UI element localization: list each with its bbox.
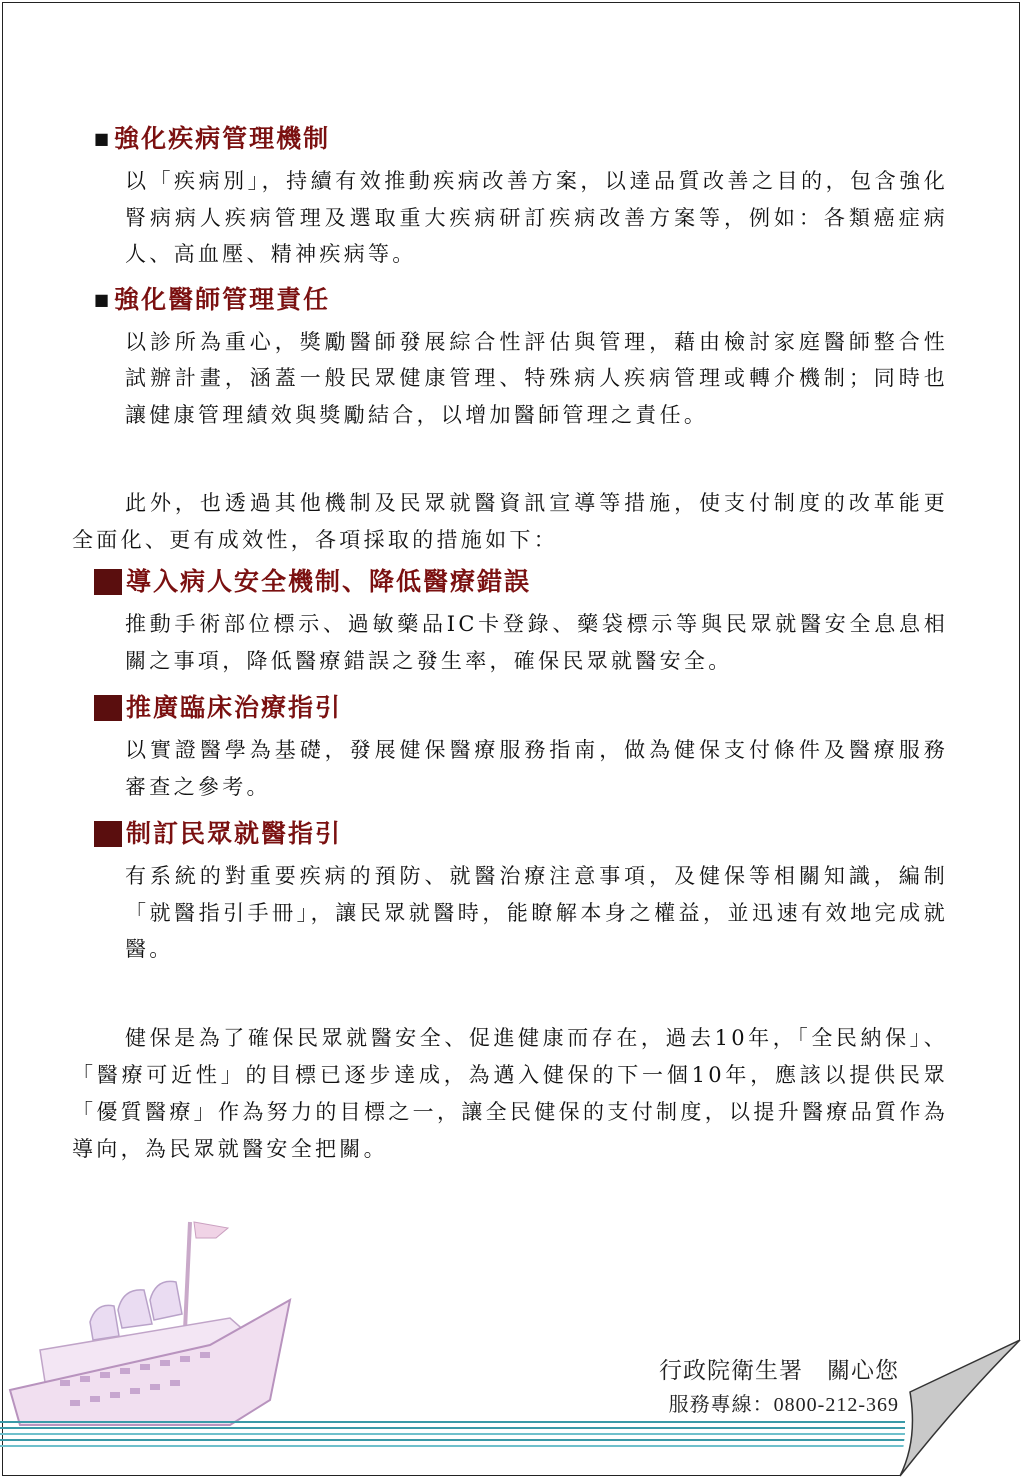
section-body: 以「疾病別」，持續有效推動疾病改善方案，以達品質改善之目的，包含強化腎病病人疾病管理及選取重大疾病研訂疾病改善方案等，例如：各類癌症病人、高血壓、精神疾病等。 (125, 169, 948, 266)
intro-paragraph: 此外，也透過其他機制及民眾就醫資訊宣導等措施，使支付制度的改革能更全面化、更有成效性，各項採取的措施如下： (72, 491, 948, 552)
footer-agency: 行政院衛生署 關心您 (659, 1358, 899, 1383)
footer-hotline: 服務專線：0800-212-369 (668, 1394, 899, 1416)
section-body: 以實證醫學為基礎，發展健保醫療服務指南，做為健保支付條件及醫療服務審查之參考。 (125, 738, 948, 799)
section-title: 強化疾病管理機制 (114, 124, 331, 153)
section-title: 制訂民眾就醫指引 (126, 819, 343, 848)
square-bullet-icon: ■ (94, 129, 112, 148)
section-body: 以診所為重心，獎勵醫師發展綜合性評估與管理，藉由檢討家庭醫師整合性試辦計畫，涵蓋一般民眾健康管理、特殊病人疾病管理或轉介機制；同時也讓健康管理績效與獎勵結合，以增加醫師管理之責任。 (125, 329, 948, 427)
section-body: 推動手術部位標示、過敏藥品IC卡登錄、藥袋標示等與民眾就醫安全息息相關之事項，降低醫療錯誤之發生率，確保民眾就醫安全。 (125, 612, 948, 673)
closing-paragraph: 健保是為了確保民眾就醫安全、促進健康而存在，過去10年，「全民納保」、「醫療可近性」的目標已逐步達成，為邁入健保的下一個10年，應該以提供民眾「優質醫療」作為努力的目標之一，讓全民健保的支付制度，以提升醫療品質作為導向，為民眾就醫安全把關。 (72, 1025, 948, 1161)
section-title: 強化醫師管理責任 (114, 284, 331, 314)
section-title: 推廣臨床治療指引 (126, 693, 343, 722)
section-title: 導入病人安全機制、降低醫療錯誤 (126, 567, 532, 596)
section-body: 有系統的對重要疾病的預防、就醫治療注意事項，及健保等相關知識，編制「就醫指引手冊」，讓民眾就醫時，能瞭解本身之權益，並迅速有效地完成就醫。 (125, 864, 948, 961)
square-bullet-icon: ■ (94, 289, 112, 309)
